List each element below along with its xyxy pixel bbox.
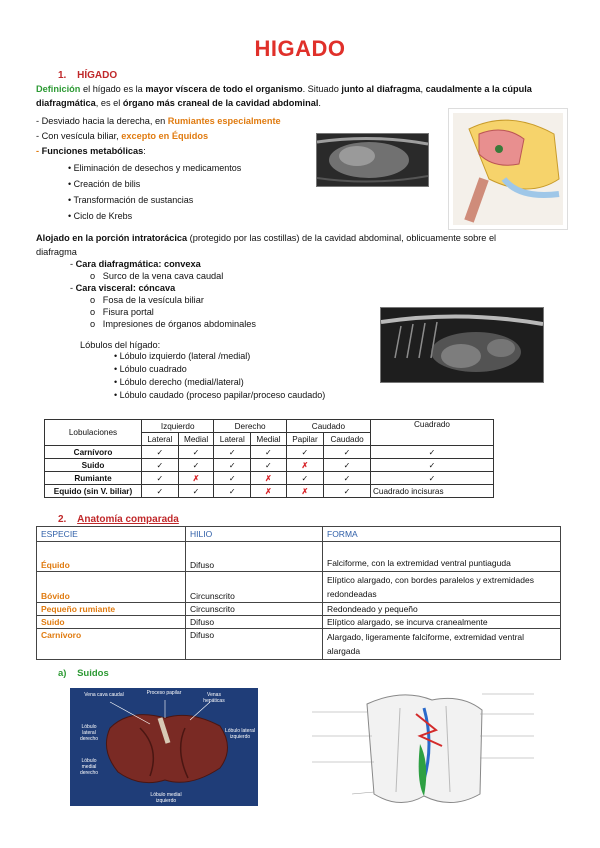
header-cuadrado: Cuadrado bbox=[371, 420, 494, 446]
table-cell: ✓ bbox=[251, 446, 287, 459]
pig-liver-illustration bbox=[312, 684, 534, 814]
faces-list bbox=[70, 258, 256, 330]
hilio-cell: Circunscrito bbox=[186, 572, 323, 603]
list-item: o Surco de la vena cava caudal bbox=[90, 271, 224, 281]
deviation-highlight: Rumiantes especialmente bbox=[167, 116, 281, 126]
list-item: • Lóbulo cuadrado bbox=[114, 364, 187, 374]
pig-label: Venas hepáticas bbox=[203, 692, 225, 704]
list-item: • Creación de bilis bbox=[68, 179, 141, 189]
table-row bbox=[45, 472, 494, 485]
definition-paragraph bbox=[36, 82, 566, 110]
location-paragraph bbox=[36, 231, 576, 259]
hilio-cell: Circunscrito bbox=[186, 603, 323, 616]
header-lobulaciones: Lobulaciones bbox=[45, 420, 142, 446]
forma-cell: Elíptico alargado, se incurva cranealmente bbox=[323, 616, 561, 629]
species-cell: Suido bbox=[37, 616, 186, 629]
section-1-heading bbox=[58, 70, 117, 81]
table-cell: ✓ bbox=[178, 485, 214, 498]
definition-bold: caudalmente a la cúpula bbox=[425, 84, 532, 94]
table-row bbox=[45, 459, 494, 472]
header-hilio: HILIO bbox=[186, 527, 323, 542]
table-cell: ✓ bbox=[142, 485, 179, 498]
list-item-text: Lóbulo cuadrado bbox=[119, 364, 187, 374]
list-item-text: Lóbulo caudado (proceso papilar/proceso caudado) bbox=[119, 390, 326, 400]
table-row bbox=[37, 603, 561, 616]
pig-liver-diagram bbox=[312, 684, 534, 814]
list-item: o Impresiones de órganos abdominales bbox=[90, 319, 256, 329]
hilio-cell: Difuso bbox=[186, 616, 323, 629]
subheader: Lateral bbox=[214, 433, 251, 446]
hilio-cell: Difuso bbox=[186, 629, 323, 660]
hilio-cell: Difuso bbox=[186, 542, 323, 572]
definition-text: , es el bbox=[95, 98, 123, 108]
functions-colon: : bbox=[143, 146, 146, 156]
pig-label: Lóbulo medial derecho bbox=[79, 758, 99, 776]
table-cell: ✓ bbox=[214, 446, 251, 459]
header-derecho: Derecho bbox=[214, 420, 286, 433]
xray-image-lateral bbox=[316, 133, 429, 187]
definition-bold: mayor víscera de todo el organismo bbox=[145, 84, 303, 94]
table-cell: ✗ bbox=[178, 472, 214, 485]
section-number: 1. bbox=[58, 70, 67, 81]
liver-anatomy-illustration bbox=[448, 108, 568, 230]
table-cell: ✓ bbox=[324, 459, 371, 472]
table-cell: ✗ bbox=[286, 485, 323, 498]
species-cell: Bóvido bbox=[37, 572, 186, 603]
table-cell: ✓ bbox=[178, 459, 214, 472]
table-cell: ✓ bbox=[371, 446, 494, 459]
list-item: • Lóbulo derecho (medial/lateral) bbox=[114, 377, 244, 387]
list-item-text: Fisura portal bbox=[102, 307, 154, 317]
subheader: Medial bbox=[251, 433, 287, 446]
deviation-line bbox=[36, 114, 281, 128]
functions-heading bbox=[36, 144, 146, 158]
deviation-text: - Desviado hacia la derecha, en bbox=[36, 116, 168, 126]
table-row bbox=[45, 485, 494, 498]
table-cell: ✓ bbox=[324, 485, 371, 498]
table-cell: ✓ bbox=[178, 446, 214, 459]
forma-cell: Elíptico alargado, con bordes paralelos y extremidades redondeadas bbox=[323, 572, 561, 603]
species-cell: Équido bbox=[37, 542, 186, 572]
table-row bbox=[45, 446, 494, 459]
pig-liver-photo bbox=[70, 688, 258, 806]
lobulations-table bbox=[44, 419, 494, 498]
table-cell: ✓ bbox=[214, 485, 251, 498]
list-item: o Fosa de la vesícula biliar bbox=[90, 295, 204, 305]
section-title: HÍGADO bbox=[77, 70, 118, 81]
table-cell: ✓ bbox=[286, 446, 323, 459]
row-label: Suido bbox=[45, 459, 142, 472]
gallbladder-highlight: excepto en Équidos bbox=[121, 131, 209, 141]
list-item: • Transformación de sustancias bbox=[68, 195, 194, 205]
section-number: 2. bbox=[58, 514, 67, 525]
location-text: (protegido por las costillas) de la cavidad abdominal, oblicuamente sobre el bbox=[187, 233, 497, 243]
species-cell: Carnívoro bbox=[37, 629, 186, 660]
definition-text: el hígado es la bbox=[82, 84, 146, 94]
table-cell: Cuadrado incisuras bbox=[371, 485, 494, 498]
table-cell: ✓ bbox=[142, 472, 179, 485]
table-cell: ✓ bbox=[286, 472, 323, 485]
page-title: HIGADO bbox=[254, 36, 346, 61]
list-item-text: Creación de bilis bbox=[73, 179, 141, 189]
list-item-text: Transformación de sustancias bbox=[73, 195, 194, 205]
list-item: o Fisura portal bbox=[90, 307, 154, 317]
definition-text: . bbox=[318, 98, 321, 108]
section-title: Anatomía comparada bbox=[77, 514, 179, 525]
row-label: Carnívoro bbox=[45, 446, 142, 459]
table-cell: ✓ bbox=[142, 459, 179, 472]
face-diaphragmatic: Cara diafragmática: convexa bbox=[75, 259, 201, 269]
definition-text: , bbox=[420, 84, 426, 94]
species-cell: Pequeño rumiante bbox=[37, 603, 186, 616]
pig-label: Lóbulo lateral derecho bbox=[79, 724, 99, 742]
comparative-anatomy-table bbox=[36, 526, 561, 660]
functions-list bbox=[68, 160, 241, 224]
table-row bbox=[37, 616, 561, 629]
location-bold: Alojado en la porción intratorácica bbox=[36, 233, 188, 243]
forma-cell: Falciforme, con la extremidad ventral puntiaguda bbox=[323, 542, 561, 572]
table-row bbox=[37, 542, 561, 572]
table-cell: ✓ bbox=[214, 459, 251, 472]
list-item: • Lóbulo izquierdo (lateral /medial) bbox=[114, 351, 251, 361]
pig-label: Lóbulo lateral izquierdo bbox=[224, 728, 256, 740]
list-item-text: Surco de la vena cava caudal bbox=[102, 271, 224, 281]
gallbladder-line bbox=[36, 129, 208, 143]
pig-label: Lóbulo medial izquierdo bbox=[150, 792, 182, 804]
list-item-text: Lóbulo derecho (medial/lateral) bbox=[119, 377, 244, 387]
table-cell: ✓ bbox=[324, 446, 371, 459]
forma-cell: Redondeado y pequeño bbox=[323, 603, 561, 616]
table-cell: ✓ bbox=[142, 446, 179, 459]
subsection-title: Suidos bbox=[77, 668, 109, 679]
table-cell: ✓ bbox=[371, 459, 494, 472]
definition-label: Definición bbox=[36, 84, 81, 94]
pig-label: Proceso papilar bbox=[146, 690, 182, 696]
anatomy-drawing bbox=[449, 109, 567, 229]
section-2-heading bbox=[58, 514, 179, 525]
table-cell: ✗ bbox=[251, 472, 287, 485]
subheader: Caudado bbox=[324, 433, 371, 446]
list-item-text: Fosa de la vesícula biliar bbox=[102, 295, 204, 305]
lobes-list bbox=[114, 350, 325, 402]
face-visceral: Cara visceral: cóncava bbox=[75, 283, 176, 293]
xray-drawing bbox=[381, 308, 543, 382]
header-izquierdo: Izquierdo bbox=[142, 420, 214, 433]
subheader: Lateral bbox=[142, 433, 179, 446]
definition-bold: diafragmática bbox=[36, 98, 96, 108]
header-caudado: Caudado bbox=[286, 420, 370, 433]
header-forma: FORMA bbox=[323, 527, 561, 542]
pig-label: Vena cava caudal bbox=[84, 692, 124, 698]
list-item-text: Impresiones de órganos abdominales bbox=[102, 319, 256, 329]
row-label: Equido (sin V. biliar) bbox=[45, 485, 142, 498]
list-item: - Cara visceral: cóncava bbox=[70, 283, 176, 293]
table-cell: ✗ bbox=[286, 459, 323, 472]
subsection-letter: a) bbox=[58, 668, 67, 679]
functions-dash: - bbox=[36, 146, 42, 156]
list-item: • Eliminación de desechos y medicamentos bbox=[68, 163, 242, 173]
forma-cell: Alargado, ligeramente falciforme, extremidad ventral alargada bbox=[323, 629, 561, 660]
lobes-label: Lóbulos del hígado: bbox=[80, 340, 161, 350]
list-item: - Cara diafragmática: convexa bbox=[70, 259, 201, 269]
functions-label: Funciones metabólicas bbox=[41, 146, 144, 156]
xray-image-abdomen bbox=[380, 307, 544, 383]
list-item: • Ciclo de Krebs bbox=[68, 211, 133, 221]
list-item-text: Eliminación de desechos y medicamentos bbox=[73, 163, 242, 173]
definition-bold: junto al diafragma bbox=[341, 84, 421, 94]
subheader: Papilar bbox=[286, 433, 323, 446]
table-cell: ✗ bbox=[251, 485, 287, 498]
list-item-text: Ciclo de Krebs bbox=[73, 211, 133, 221]
list-item-text: Lóbulo izquierdo (lateral /medial) bbox=[119, 351, 251, 361]
list-item: • Lóbulo caudado (proceso papilar/proceso caudado) bbox=[114, 390, 326, 400]
definition-text: . Situado bbox=[302, 84, 342, 94]
subsection-a-heading bbox=[58, 668, 109, 679]
header-especie: ESPECIE bbox=[37, 527, 186, 542]
row-label: Rumiante bbox=[45, 472, 142, 485]
subheader: Medial bbox=[178, 433, 214, 446]
definition-bold: órgano más craneal de la cavidad abdominal bbox=[122, 98, 319, 108]
table-cell: ✓ bbox=[371, 472, 494, 485]
table-cell: ✓ bbox=[214, 472, 251, 485]
xray-drawing bbox=[317, 134, 428, 186]
pig-liver-drawing bbox=[70, 688, 258, 806]
location-text: diafragma bbox=[36, 247, 77, 257]
table-row bbox=[37, 572, 561, 603]
table-cell: ✓ bbox=[251, 459, 287, 472]
gallbladder-text: - Con vesícula biliar, bbox=[36, 131, 122, 141]
table-cell: ✓ bbox=[324, 472, 371, 485]
table-row bbox=[37, 629, 561, 660]
